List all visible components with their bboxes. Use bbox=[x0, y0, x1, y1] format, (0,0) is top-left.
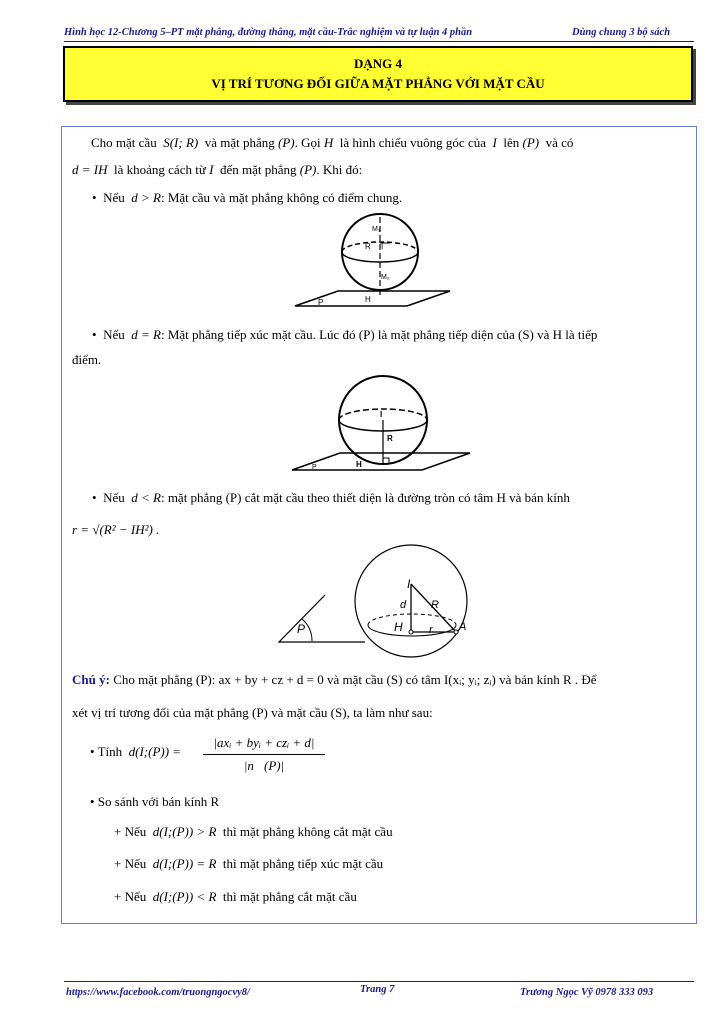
label-p: P bbox=[297, 622, 306, 636]
label-small-r: r bbox=[429, 624, 433, 636]
distance-formula-denominator: |n⃗(P)| bbox=[243, 758, 285, 773]
plane-edge bbox=[279, 595, 365, 642]
distance-formula-numerator: |axᵢ + byᵢ + czᵢ + d| bbox=[213, 735, 315, 750]
intro-line-2: d = IH là khoảng cách từ I đến mặt phẳng (P). Khi đó: bbox=[72, 162, 363, 177]
case3-text: • Nếu d < R: mặt phẳng (P) cắt mặt cầu theo thiết diện là đường tròn có tâm H và bán kính bbox=[92, 490, 570, 505]
compare-case-1: + Nếu d(I;(P)) > R thì mặt phẳng không cắt mặt cầu bbox=[114, 824, 393, 839]
header-divider bbox=[64, 41, 694, 42]
figure-sphere-tangent bbox=[290, 378, 480, 473]
footer-divider bbox=[64, 981, 694, 982]
header-title: Hình học 12-Chương 5–PT mặt phẳng, đường thẳng, mặt cầu-Trắc nghiệm và tự luận 4 phần bbox=[64, 27, 473, 38]
label-m1: M₁ bbox=[372, 226, 381, 233]
note-label: Chú ý: bbox=[72, 672, 110, 687]
footer-facebook-link[interactable]: https://www.facebook.com/truongngocvy8/ bbox=[66, 987, 250, 998]
banner-title: DẠNG 4 bbox=[353, 56, 403, 71]
case2-text-cont: điểm. bbox=[72, 352, 102, 367]
footer-page-number: Trang 7 bbox=[360, 984, 395, 995]
note-line-1: Chú ý: Cho mặt phẳng (P): ax + by + cz + d = 0 và mặt cầu (S) có tâm I(xᵢ; yᵢ; zᵢ) và bán kính R . Để bbox=[72, 672, 597, 687]
label-h: H bbox=[356, 460, 362, 469]
label-a: A bbox=[459, 621, 467, 633]
label-d: d bbox=[400, 599, 407, 611]
case2-text: • Nếu d = R: Mặt phẳng tiếp xúc mặt cầu. Lúc đó (P) là mặt phẳng tiếp diện của (S) và H là tiếp bbox=[92, 327, 598, 342]
note-bullet-compare: • So sánh với bán kính R bbox=[90, 794, 220, 809]
plane-p bbox=[292, 453, 470, 470]
label-h: H bbox=[394, 620, 403, 634]
point-h bbox=[409, 630, 413, 634]
footer-author: Trương Ngọc Vỹ 0978 333 093 bbox=[520, 987, 654, 998]
case3-formula: r = √(R² − IH²) . bbox=[72, 522, 160, 537]
header-right: Dùng chung 3 bộ sách bbox=[572, 27, 671, 38]
case1-text: • Nếu d > R: Mặt cầu và mặt phẳng không có điểm chung. bbox=[92, 190, 403, 205]
note-line-2: xét vị trí tương đối của mặt phẳng (P) và mặt cầu (S), ta làm như sau: bbox=[72, 705, 433, 720]
point-a bbox=[454, 630, 458, 634]
intro-line-1: Cho mặt cầu S(I; R) và mặt phẳng (P). Gọi H là hình chiếu vuông góc của I lên (P) và có bbox=[91, 135, 574, 150]
label-h: H bbox=[365, 295, 371, 304]
label-i: I bbox=[381, 242, 384, 251]
label-big-r: R bbox=[431, 599, 439, 611]
label-m2: M₂ bbox=[381, 274, 390, 281]
label-r: R bbox=[365, 242, 371, 251]
figure-sphere-no-intersection bbox=[290, 205, 460, 310]
label-p: P bbox=[312, 464, 317, 471]
section-banner bbox=[63, 46, 693, 102]
figure-sphere-intersecting bbox=[275, 548, 475, 658]
compare-case-3: + Nếu d(I;(P)) < R thì mặt phẳng cắt mặt cầu bbox=[114, 889, 357, 904]
label-r: R bbox=[387, 434, 393, 443]
label-i: I bbox=[407, 577, 411, 591]
compare-case-2: + Nếu d(I;(P)) = R thì mặt phẳng tiếp xúc mặt cầu bbox=[114, 856, 384, 871]
banner-subtitle: VỊ TRÍ TƯƠNG ĐỐI GIỮA MẶT PHẲNG VỚI MẶT CẦU bbox=[211, 76, 545, 91]
note-bullet-compute: • Tính d(I;(P)) = bbox=[90, 744, 182, 759]
label-p: P bbox=[318, 298, 324, 307]
section-circle-back bbox=[368, 614, 456, 625]
label-i: I bbox=[380, 410, 383, 419]
sphere-equator-back bbox=[339, 409, 427, 420]
fraction-bar bbox=[203, 754, 325, 755]
